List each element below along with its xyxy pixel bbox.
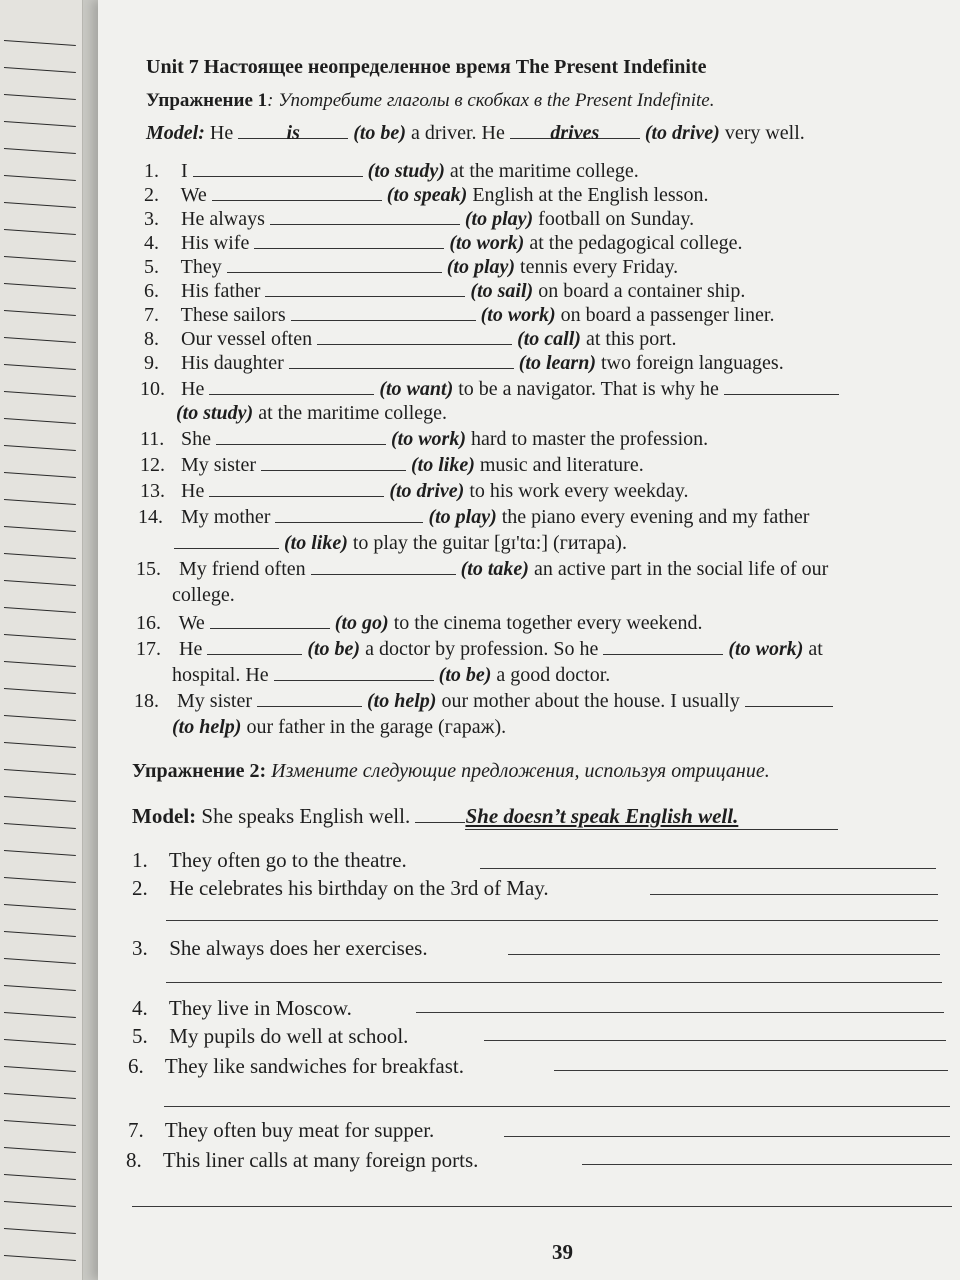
answer-line[interactable] [650, 894, 938, 895]
answer-blank[interactable] [724, 378, 839, 395]
verb-hint: (to learn) [518, 352, 596, 374]
item-text: He celebrates his birthday on the 3rd of May. [169, 876, 549, 900]
notebook-rule-line [4, 256, 76, 262]
exercise2-item [132, 1024, 408, 1049]
item-text: two foreign languages. [600, 352, 784, 374]
exercise1-item-continued [172, 584, 235, 607]
item-text: to play the guitar [gɪ'tɑ:] (гитара). [352, 532, 627, 554]
item-number: 11. [140, 428, 165, 450]
exercise1-item [144, 208, 694, 231]
item-text: They [180, 256, 222, 278]
item-text: They often buy meat for supper. [164, 1118, 435, 1142]
exercise1-item [140, 480, 689, 503]
item-text: on board a container ship. [538, 280, 746, 302]
unit-title: Unit 7 Настоящее неопределенное время The Present Indefinite [146, 56, 707, 78]
item-number: 2. [144, 184, 159, 206]
item-number: 9. [144, 352, 159, 374]
notebook-rule-line [4, 1174, 76, 1180]
item-text: My pupils do well at school. [169, 1024, 409, 1048]
answer-blank[interactable] [289, 352, 514, 369]
item-text: on board a passenger liner. [560, 304, 775, 326]
notebook-rule-line [4, 1228, 76, 1234]
verb-hint: (to play) [464, 208, 534, 230]
answer-line[interactable] [508, 954, 940, 955]
answer-line[interactable] [166, 920, 938, 921]
answer-blank[interactable] [209, 480, 384, 497]
exercise1-item-continued [172, 664, 610, 687]
answer-blank[interactable] [174, 532, 279, 549]
item-text: hard to master the profession. [471, 428, 709, 450]
notebook-rule-line [4, 769, 76, 775]
model-label: Model: [132, 804, 197, 828]
exercise1-item-continued [176, 402, 447, 425]
item-text: We [180, 184, 207, 206]
exercise1-item-continued [174, 532, 627, 555]
item-text: tennis every Friday. [520, 256, 679, 278]
verb-hint: (to play) [428, 506, 497, 528]
notebook-rule-line [4, 40, 76, 46]
exercise1-item [144, 280, 745, 303]
notebook-rule-line [4, 310, 76, 316]
exercise1-item [144, 304, 774, 327]
exercise2-heading [132, 760, 770, 783]
answer-blank[interactable] [275, 506, 423, 523]
answer-blank[interactable] [261, 454, 406, 471]
answer-line[interactable] [582, 1164, 952, 1165]
exercise1-item [136, 558, 828, 581]
notebook-rule-line [4, 445, 76, 451]
exercise2-item [128, 1054, 464, 1079]
exercise2-item [132, 936, 428, 961]
exercise1-item [140, 454, 644, 477]
item-text: the piano every evening and my father [501, 506, 810, 528]
model-text: He [209, 122, 234, 144]
answer-line[interactable] [164, 1106, 950, 1107]
answer-line[interactable] [416, 1012, 944, 1013]
item-number: 8. [126, 1148, 142, 1172]
item-text: His father [181, 280, 261, 302]
item-text: a good doctor. [496, 664, 611, 686]
item-text: My sister [181, 454, 256, 476]
item-text: at the maritime college. [258, 402, 448, 424]
verb-hint: (to go) [334, 612, 389, 634]
model-answer: She doesn’t speak English well. [465, 804, 838, 830]
notebook-rule-line [4, 472, 76, 478]
item-number: 3. [144, 208, 159, 230]
exercise1-item [140, 378, 839, 401]
answer-blank[interactable] [216, 428, 386, 445]
model-answer-blank: drives [510, 122, 640, 139]
answer-blank[interactable] [193, 160, 363, 177]
answer-blank[interactable] [210, 612, 330, 629]
item-number: 14. [138, 506, 163, 528]
page-number: 39 [552, 1240, 573, 1264]
answer-line[interactable] [504, 1136, 950, 1137]
notebook-rule-line [4, 958, 76, 964]
verb-hint: (to like) [411, 454, 475, 476]
notebook-rule-line [4, 904, 76, 910]
exercise1-item [144, 352, 784, 375]
item-number: 4. [132, 996, 148, 1020]
answer-line[interactable] [132, 1206, 952, 1207]
exercise1-item [136, 638, 823, 661]
item-text: an active part in the social life of our [533, 558, 829, 580]
notebook-rule-line [4, 661, 76, 667]
item-text: Our vessel often [181, 328, 313, 350]
notebook-rule-line [4, 418, 76, 424]
exercise2-item [132, 996, 352, 1021]
item-text: hospital. He [172, 664, 269, 686]
notebook-rule-line [4, 337, 76, 343]
workbook-page [98, 0, 960, 1280]
item-text: My sister [177, 690, 252, 712]
exercise1-label: Упражнение 1 [146, 90, 268, 111]
item-text: They live in Moscow. [168, 996, 352, 1020]
model-answer-blank: is [238, 122, 348, 139]
item-text: to his work every weekday. [469, 480, 689, 502]
notebook-rule-line [4, 94, 76, 100]
answer-line[interactable] [166, 982, 942, 983]
answer-blank[interactable] [212, 184, 382, 201]
item-text: They often go to the theatre. [168, 848, 407, 872]
verb-hint: (to play) [446, 256, 516, 278]
notebook-rule-line [4, 67, 76, 73]
notebook-rule-line [4, 877, 76, 883]
notebook-rule-line [4, 148, 76, 154]
item-number: 16. [136, 612, 161, 634]
item-number: 10. [140, 378, 165, 400]
notebook-rule-line [4, 202, 76, 208]
item-text: These sailors [180, 304, 286, 326]
exercise2-item [126, 1148, 478, 1173]
answer-blank[interactable] [603, 638, 723, 655]
notebook-rule-line [4, 742, 76, 748]
notebook-rule-line [4, 634, 76, 640]
exercise1-heading [146, 90, 714, 112]
verb-hint: (to work) [391, 428, 466, 450]
answer-blank[interactable] [207, 638, 302, 655]
item-number: 6. [128, 1054, 144, 1078]
item-number: 7. [144, 304, 159, 326]
answer-blank[interactable] [745, 690, 833, 707]
item-number: 5. [132, 1024, 148, 1048]
item-text: college. [172, 584, 235, 606]
item-text: We [178, 612, 205, 634]
exercise1-item [144, 328, 677, 351]
exercise1-item [144, 232, 743, 255]
exercise1-instruction: : Употребите глаголы в скобках в the Present Indefinite. [267, 90, 715, 111]
item-text: to the cinema together every weekend. [393, 612, 703, 634]
item-text: to be a navigator. That is why he [458, 378, 719, 400]
left-page-edge [0, 0, 83, 1280]
item-text: football on Sunday. [538, 208, 695, 230]
item-text: English at the English lesson. [472, 184, 709, 206]
verb-hint: (to want) [379, 378, 454, 400]
notebook-rule-line [4, 391, 76, 397]
notebook-rule-line [4, 580, 76, 586]
item-number: 1. [132, 848, 148, 872]
notebook-rule-line [4, 850, 76, 856]
notebook-rule-line [4, 283, 76, 289]
notebook-rule-line [4, 499, 76, 505]
item-number: 15. [136, 558, 161, 580]
item-text: music and literature. [479, 454, 644, 476]
verb-hint: (to help) [367, 690, 437, 712]
item-text: at the pedagogical college. [529, 232, 743, 254]
item-text: His wife [181, 232, 250, 254]
exercise1-item [144, 160, 639, 183]
answer-blank[interactable] [311, 558, 456, 575]
notebook-rule-line [4, 823, 76, 829]
model-hint: (to be) [353, 122, 406, 144]
item-text: She [181, 428, 211, 450]
item-text: This liner calls at many foreign ports. [162, 1148, 479, 1172]
verb-hint: (to sail) [470, 280, 534, 302]
exercise2-item [132, 848, 407, 873]
item-text: They like sandwiches for breakfast. [164, 1054, 465, 1078]
exercise1-item [140, 428, 708, 451]
item-text: He [179, 638, 203, 660]
verb-hint: (to work) [449, 232, 525, 254]
verb-hint: (to work) [728, 638, 804, 660]
verb-hint: (to study) [176, 402, 254, 424]
item-number: 13. [140, 480, 165, 502]
verb-hint: (to work) [480, 304, 556, 326]
answer-blank[interactable] [274, 664, 434, 681]
exercise1-item [144, 256, 678, 279]
answer-blank[interactable] [257, 690, 362, 707]
notebook-rule-line [4, 985, 76, 991]
item-text: My friend often [179, 558, 306, 580]
item-text: a doctor by profession. So he [365, 638, 599, 660]
notebook-rule-line [4, 229, 76, 235]
item-number: 8. [144, 328, 159, 350]
notebook-rule-line [4, 1201, 76, 1207]
item-number: 12. [140, 454, 165, 476]
item-number: 6. [144, 280, 159, 302]
verb-hint: (to speak) [386, 184, 468, 206]
notebook-rule-line [4, 175, 76, 181]
exercise2-item [132, 876, 549, 901]
notebook-rule-line [4, 1120, 76, 1126]
exercise1-item [134, 690, 833, 713]
model-label: Model: [146, 122, 205, 144]
model-text: She speaks English well. [201, 804, 411, 828]
answer-blank[interactable] [270, 208, 460, 225]
answer-blank[interactable] [254, 232, 444, 249]
exercise2-instruction: Измените следующие предложения, используя отрицание. [271, 760, 770, 782]
exercise2-item [128, 1118, 434, 1143]
exercise1-item-continued [172, 716, 506, 739]
item-text: our mother about the house. I usually [441, 690, 740, 712]
notebook-rule-line [4, 1066, 76, 1072]
notebook-rule-line [4, 1147, 76, 1153]
verb-hint: (to drive) [389, 480, 465, 502]
verb-hint: (to help) [172, 716, 242, 738]
answer-blank[interactable] [265, 280, 465, 297]
item-number: 5. [144, 256, 159, 278]
item-text: at [808, 638, 823, 660]
answer-blank[interactable] [209, 378, 374, 395]
item-text: He always [181, 208, 265, 230]
item-text: I [181, 160, 188, 182]
notebook-rule-line [4, 1039, 76, 1045]
model-hint: (to drive) [644, 122, 720, 144]
notebook-rule-line [4, 553, 76, 559]
notebook-rule-line [4, 1093, 76, 1099]
exercise1-item [138, 506, 809, 529]
exercise1-model [146, 122, 805, 145]
answer-blank[interactable] [227, 256, 442, 273]
item-text: My mother [181, 506, 271, 528]
item-text: at the maritime college. [449, 160, 639, 182]
exercise2-model [132, 804, 838, 830]
model-text: a driver. He [410, 122, 505, 144]
verb-hint: (to study) [367, 160, 445, 182]
notebook-rule-line [4, 1012, 76, 1018]
answer-underline [415, 822, 465, 823]
notebook-rule-line [4, 1255, 76, 1261]
notebook-rule-line [4, 526, 76, 532]
item-number: 2. [132, 876, 148, 900]
verb-hint: (to like) [284, 532, 348, 554]
answer-line[interactable] [554, 1070, 948, 1071]
item-number: 3. [132, 936, 148, 960]
notebook-rule-line [4, 121, 76, 127]
notebook-rule-line [4, 715, 76, 721]
item-text: at this port. [585, 328, 677, 350]
verb-hint: (to be) [438, 664, 492, 686]
item-number: 4. [144, 232, 159, 254]
notebook-rule-line [4, 607, 76, 613]
item-text: She always does her exercises. [169, 936, 428, 960]
item-text: our father in the garage (гараж). [246, 716, 507, 738]
item-number: 7. [128, 1118, 144, 1142]
exercise2-label: Упражнение 2: [132, 760, 267, 782]
answer-blank[interactable] [291, 304, 476, 321]
notebook-rule-line [4, 688, 76, 694]
answer-line[interactable] [480, 868, 936, 869]
verb-hint: (to call) [517, 328, 581, 350]
model-text: very well. [724, 122, 805, 144]
notebook-rule-line [4, 796, 76, 802]
item-text: His daughter [181, 352, 284, 374]
verb-hint: (to take) [460, 558, 529, 580]
answer-line[interactable] [484, 1040, 946, 1041]
item-number: 17. [136, 638, 161, 660]
notebook-rule-line [4, 364, 76, 370]
item-text: He [181, 480, 205, 502]
notebook-rule-line [4, 931, 76, 937]
item-number: 18. [134, 690, 159, 712]
exercise1-item [144, 184, 708, 207]
item-text: He [181, 378, 205, 400]
item-number: 1. [144, 160, 159, 182]
exercise1-item [136, 612, 702, 635]
verb-hint: (to be) [307, 638, 361, 660]
answer-blank[interactable] [317, 328, 512, 345]
